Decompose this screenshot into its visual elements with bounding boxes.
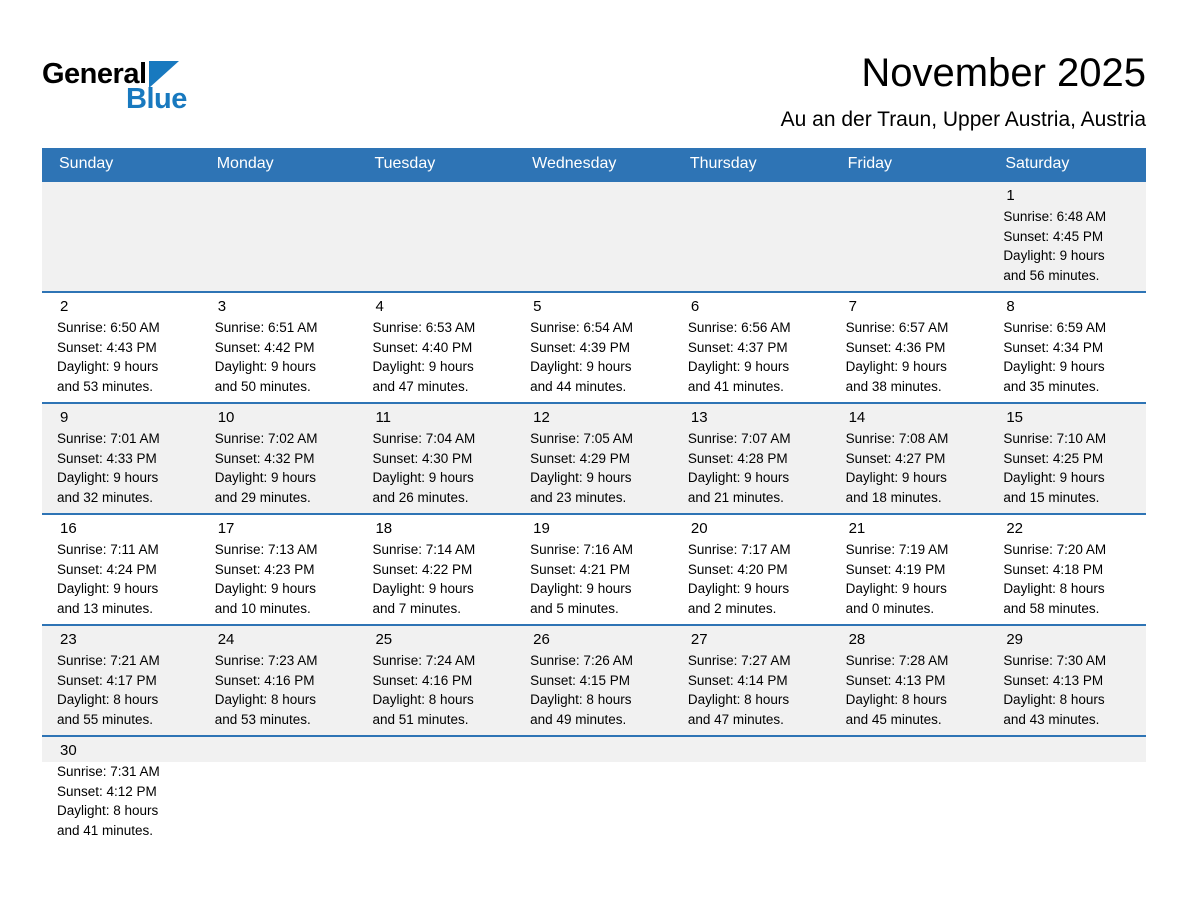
daylight-text-line1: Daylight: 9 hours xyxy=(214,359,317,374)
day-cell-30 xyxy=(42,737,200,846)
daylight-text-line1: Daylight: 9 hours xyxy=(372,581,474,596)
sunrise-text: Sunrise: 7:02 AM xyxy=(214,431,318,446)
daylight-text-line2: and 49 minutes. xyxy=(530,711,627,727)
empty-cell xyxy=(42,182,200,291)
daylight-text-line2: and 58 minutes. xyxy=(1003,600,1100,616)
sunset-text: Sunset: 4:19 PM xyxy=(845,561,946,577)
daylight-text-line1: Daylight: 9 hours xyxy=(1003,359,1105,374)
daylight-text-line1: Daylight: 8 hours xyxy=(57,692,159,707)
day-number: 29 xyxy=(1006,631,1023,648)
month-title: November 2025 xyxy=(861,51,1146,95)
daylight-text-line2: and 23 minutes. xyxy=(530,489,627,505)
daylight-text-line1: Daylight: 9 hours xyxy=(687,359,790,374)
daylight-text-line2: and 53 minutes. xyxy=(57,378,154,394)
sunset-text: Sunset: 4:27 PM xyxy=(845,450,946,466)
daylight-text-line2: and 56 minutes. xyxy=(1003,267,1100,283)
weekday-header-thursday: Thursday xyxy=(689,155,757,172)
sunset-text: Sunset: 4:30 PM xyxy=(372,450,473,466)
daylight-text-line2: and 53 minutes. xyxy=(214,711,311,727)
day-cell-3 xyxy=(200,293,358,402)
sunrise-text: Sunrise: 7:21 AM xyxy=(57,653,160,668)
day-number: 30 xyxy=(60,742,77,759)
daylight-text-line1: Daylight: 8 hours xyxy=(57,803,159,818)
logo-word-general: General xyxy=(42,58,147,90)
empty-cell xyxy=(515,737,673,846)
day-number: 9 xyxy=(60,409,69,426)
sunset-text: Sunset: 4:34 PM xyxy=(1003,339,1104,355)
day-number: 20 xyxy=(690,520,708,537)
day-cell-25 xyxy=(357,626,515,735)
daylight-text-line2: and 43 minutes. xyxy=(1003,711,1100,727)
sunrise-text: Sunrise: 7:05 AM xyxy=(530,431,633,446)
day-cell-2 xyxy=(42,293,200,402)
day-number: 8 xyxy=(1006,298,1015,315)
daylight-text-line2: and 32 minutes. xyxy=(57,489,154,505)
sunset-text: Sunset: 4:45 PM xyxy=(1003,228,1104,244)
sunset-text: Sunset: 4:28 PM xyxy=(687,450,788,466)
sunset-text: Sunset: 4:32 PM xyxy=(214,450,315,466)
day-number: 12 xyxy=(533,409,550,426)
empty-cell xyxy=(673,182,831,291)
day-number: 27 xyxy=(690,631,708,648)
empty-cell xyxy=(357,737,515,846)
day-cell-8 xyxy=(988,293,1146,402)
sunrise-text: Sunrise: 7:01 AM xyxy=(57,431,160,446)
sunrise-text: Sunrise: 7:04 AM xyxy=(372,431,476,446)
day-number: 11 xyxy=(375,409,392,426)
day-number: 13 xyxy=(690,409,708,426)
general-blue-logo xyxy=(42,50,187,114)
daylight-text-line2: and 10 minutes. xyxy=(214,600,311,616)
day-cell-22 xyxy=(988,515,1146,624)
daylight-text-line2: and 51 minutes. xyxy=(372,711,469,727)
week-row xyxy=(42,291,1146,402)
daylight-text-line1: Daylight: 9 hours xyxy=(214,470,317,485)
daylight-text-line2: and 45 minutes. xyxy=(845,711,942,727)
daylight-text-line2: and 47 minutes. xyxy=(687,711,784,727)
daylight-text-line1: Daylight: 9 hours xyxy=(1003,470,1105,485)
day-cell-24 xyxy=(200,626,358,735)
daylight-text-line2: and 15 minutes. xyxy=(1003,489,1100,505)
daylight-text-line1: Daylight: 8 hours xyxy=(845,692,947,707)
day-number: 6 xyxy=(690,298,700,315)
sunrise-text: Sunrise: 7:16 AM xyxy=(530,542,633,557)
daylight-text-line1: Daylight: 9 hours xyxy=(214,581,317,596)
sunrise-text: Sunrise: 7:23 AM xyxy=(214,653,318,668)
daylight-text-line2: and 7 minutes. xyxy=(372,600,461,616)
sunset-text: Sunset: 4:15 PM xyxy=(530,672,630,688)
calendar-table xyxy=(42,148,1146,846)
logo-word-blue: Blue xyxy=(126,83,187,115)
daylight-text-line1: Daylight: 9 hours xyxy=(687,581,790,596)
sunset-text: Sunset: 4:39 PM xyxy=(530,339,630,355)
daylight-text-line1: Daylight: 9 hours xyxy=(57,470,159,485)
sunrise-text: Sunrise: 7:08 AM xyxy=(845,431,949,446)
day-cell-21 xyxy=(831,515,989,624)
daylight-text-line1: Daylight: 9 hours xyxy=(372,470,474,485)
sunrise-text: Sunrise: 7:24 AM xyxy=(372,653,476,668)
sunrise-text: Sunrise: 6:50 AM xyxy=(57,320,160,335)
day-cell-12 xyxy=(515,404,673,513)
day-cell-20 xyxy=(673,515,831,624)
daylight-text-line2: and 5 minutes. xyxy=(530,600,619,616)
sunrise-text: Sunrise: 6:59 AM xyxy=(1003,320,1107,335)
week-row xyxy=(42,624,1146,735)
day-number: 5 xyxy=(533,298,542,315)
sunrise-text: Sunrise: 7:17 AM xyxy=(687,542,791,557)
sunset-text: Sunset: 4:33 PM xyxy=(57,450,157,466)
sunset-text: Sunset: 4:17 PM xyxy=(57,672,157,688)
daylight-text-line1: Daylight: 8 hours xyxy=(1003,581,1105,596)
week-row xyxy=(42,402,1146,513)
daylight-text-line1: Daylight: 8 hours xyxy=(1003,692,1105,707)
day-number: 15 xyxy=(1006,409,1023,426)
daylight-text-line2: and 18 minutes. xyxy=(845,489,942,505)
daylight-text-line1: Daylight: 9 hours xyxy=(687,470,790,485)
weekday-header-friday: Friday xyxy=(847,155,893,172)
day-number: 24 xyxy=(217,631,235,648)
day-number: 2 xyxy=(60,298,69,315)
sunset-text: Sunset: 4:13 PM xyxy=(845,672,946,688)
weekday-header-monday: Monday xyxy=(216,155,274,172)
daylight-text-line2: and 0 minutes. xyxy=(845,600,935,616)
day-cell-9 xyxy=(42,404,200,513)
day-cell-23 xyxy=(42,626,200,735)
sunrise-text: Sunrise: 7:10 AM xyxy=(1003,431,1107,446)
day-number: 7 xyxy=(848,298,857,315)
day-cell-1 xyxy=(988,182,1146,291)
daylight-text-line2: and 38 minutes. xyxy=(845,378,942,394)
title-block xyxy=(781,50,1146,132)
sunset-text: Sunset: 4:18 PM xyxy=(1003,561,1104,577)
empty-cell xyxy=(831,182,989,291)
day-cell-4 xyxy=(357,293,515,402)
sunrise-text: Sunrise: 6:56 AM xyxy=(687,320,791,335)
week-row xyxy=(42,180,1146,291)
day-number: 21 xyxy=(848,520,866,537)
sunrise-text: Sunrise: 6:48 AM xyxy=(1003,209,1107,224)
day-cell-15 xyxy=(988,404,1146,513)
sunset-text: Sunset: 4:43 PM xyxy=(57,339,157,355)
sunrise-text: Sunrise: 7:30 AM xyxy=(1003,653,1107,668)
daylight-text-line2: and 35 minutes. xyxy=(1003,378,1100,394)
daylight-text-line1: Daylight: 9 hours xyxy=(530,581,632,596)
weekday-header-saturday: Saturday xyxy=(1005,155,1070,172)
sunrise-text: Sunrise: 7:31 AM xyxy=(57,764,160,779)
sunrise-text: Sunrise: 7:07 AM xyxy=(687,431,791,446)
day-cell-7 xyxy=(831,293,989,402)
sunset-text: Sunset: 4:20 PM xyxy=(687,561,788,577)
sunset-text: Sunset: 4:14 PM xyxy=(687,672,788,688)
day-cell-26 xyxy=(515,626,673,735)
sunset-text: Sunset: 4:42 PM xyxy=(214,339,315,355)
daylight-text-line1: Daylight: 9 hours xyxy=(57,359,159,374)
day-cell-27 xyxy=(673,626,831,735)
sunset-text: Sunset: 4:40 PM xyxy=(372,339,473,355)
empty-cell xyxy=(831,737,989,846)
empty-cell xyxy=(515,182,673,291)
daylight-text-line1: Daylight: 8 hours xyxy=(214,692,317,707)
day-number: 19 xyxy=(533,520,550,537)
sunset-text: Sunset: 4:25 PM xyxy=(1003,450,1104,466)
daylight-text-line2: and 21 minutes. xyxy=(687,489,784,505)
daylight-text-line2: and 55 minutes. xyxy=(57,711,154,727)
day-number: 26 xyxy=(533,631,550,648)
daylight-text-line1: Daylight: 8 hours xyxy=(372,692,474,707)
weeks-container xyxy=(42,180,1146,846)
day-cell-19 xyxy=(515,515,673,624)
sunrise-text: Sunrise: 6:57 AM xyxy=(845,320,949,335)
sunset-text: Sunset: 4:13 PM xyxy=(1003,672,1104,688)
sunset-text: Sunset: 4:21 PM xyxy=(530,561,630,577)
sunrise-text: Sunrise: 7:11 AM xyxy=(57,542,159,557)
daylight-text-line2: and 41 minutes. xyxy=(687,378,784,394)
day-number: 3 xyxy=(217,298,227,315)
day-cell-13 xyxy=(673,404,831,513)
day-number: 23 xyxy=(60,631,77,648)
day-number: 14 xyxy=(848,409,866,426)
day-number: 4 xyxy=(375,298,384,315)
daylight-text-line1: Daylight: 9 hours xyxy=(57,581,159,596)
sunset-text: Sunset: 4:36 PM xyxy=(845,339,946,355)
daylight-text-line2: and 44 minutes. xyxy=(530,378,627,394)
empty-cell xyxy=(200,182,358,291)
sunset-text: Sunset: 4:22 PM xyxy=(372,561,473,577)
day-cell-6 xyxy=(673,293,831,402)
daylight-text-line1: Daylight: 9 hours xyxy=(372,359,474,374)
day-number: 22 xyxy=(1006,520,1023,537)
day-cell-14 xyxy=(831,404,989,513)
empty-cell xyxy=(200,737,358,846)
daylight-text-line1: Daylight: 8 hours xyxy=(687,692,790,707)
day-number: 17 xyxy=(217,520,235,537)
day-number: 1 xyxy=(1006,187,1015,204)
sunrise-text: Sunrise: 7:19 AM xyxy=(845,542,949,557)
weekday-header-row xyxy=(42,148,1146,180)
day-cell-16 xyxy=(42,515,200,624)
sunrise-text: Sunrise: 7:26 AM xyxy=(530,653,633,668)
sunrise-text: Sunrise: 7:14 AM xyxy=(372,542,476,557)
week-row xyxy=(42,513,1146,624)
sunset-text: Sunset: 4:16 PM xyxy=(214,672,315,688)
day-number: 28 xyxy=(848,631,866,648)
sunset-text: Sunset: 4:37 PM xyxy=(687,339,788,355)
sunrise-text: Sunrise: 7:27 AM xyxy=(687,653,791,668)
day-cell-28 xyxy=(831,626,989,735)
sunset-text: Sunset: 4:24 PM xyxy=(57,561,157,577)
daylight-text-line1: Daylight: 9 hours xyxy=(845,581,947,596)
sunrise-text: Sunrise: 7:20 AM xyxy=(1003,542,1107,557)
sunrise-text: Sunrise: 7:13 AM xyxy=(214,542,318,557)
sunrise-text: Sunrise: 6:53 AM xyxy=(372,320,476,335)
daylight-text-line1: Daylight: 9 hours xyxy=(530,470,632,485)
day-cell-29 xyxy=(988,626,1146,735)
daylight-text-line1: Daylight: 9 hours xyxy=(845,470,947,485)
sunset-text: Sunset: 4:16 PM xyxy=(372,672,473,688)
sunrise-text: Sunrise: 6:51 AM xyxy=(214,320,318,335)
location-subtitle: Au an der Traun, Upper Austria, Austria xyxy=(780,108,1146,131)
sunset-text: Sunset: 4:12 PM xyxy=(57,783,157,799)
day-cell-10 xyxy=(200,404,358,513)
day-cell-11 xyxy=(357,404,515,513)
page-header xyxy=(42,0,1146,132)
empty-cell xyxy=(988,737,1146,846)
weekday-header-wednesday: Wednesday xyxy=(532,155,617,172)
week-row xyxy=(42,735,1146,846)
daylight-text-line2: and 41 minutes. xyxy=(57,822,154,838)
daylight-text-line2: and 29 minutes. xyxy=(214,489,311,505)
daylight-text-line1: Daylight: 9 hours xyxy=(530,359,632,374)
sunrise-text: Sunrise: 6:54 AM xyxy=(530,320,633,335)
day-number: 25 xyxy=(375,631,393,648)
day-number: 16 xyxy=(60,520,77,537)
sunset-text: Sunset: 4:29 PM xyxy=(530,450,630,466)
daylight-text-line1: Daylight: 9 hours xyxy=(845,359,947,374)
daylight-text-line2: and 26 minutes. xyxy=(372,489,469,505)
sunrise-text: Sunrise: 7:28 AM xyxy=(845,653,949,668)
daylight-text-line1: Daylight: 9 hours xyxy=(1003,248,1105,263)
day-cell-18 xyxy=(357,515,515,624)
day-number: 18 xyxy=(375,520,393,537)
day-cell-5 xyxy=(515,293,673,402)
day-cell-17 xyxy=(200,515,358,624)
daylight-text-line2: and 13 minutes. xyxy=(57,600,154,616)
weekday-header-tuesday: Tuesday xyxy=(374,155,436,172)
empty-cell xyxy=(357,182,515,291)
empty-cell xyxy=(673,737,831,846)
daylight-text-line1: Daylight: 8 hours xyxy=(530,692,632,707)
daylight-text-line2: and 2 minutes. xyxy=(687,600,777,616)
weekday-header-sunday: Sunday xyxy=(59,155,114,172)
daylight-text-line2: and 50 minutes. xyxy=(214,378,311,394)
daylight-text-line2: and 47 minutes. xyxy=(372,378,469,394)
day-number: 10 xyxy=(217,409,235,426)
sunset-text: Sunset: 4:23 PM xyxy=(214,561,315,577)
